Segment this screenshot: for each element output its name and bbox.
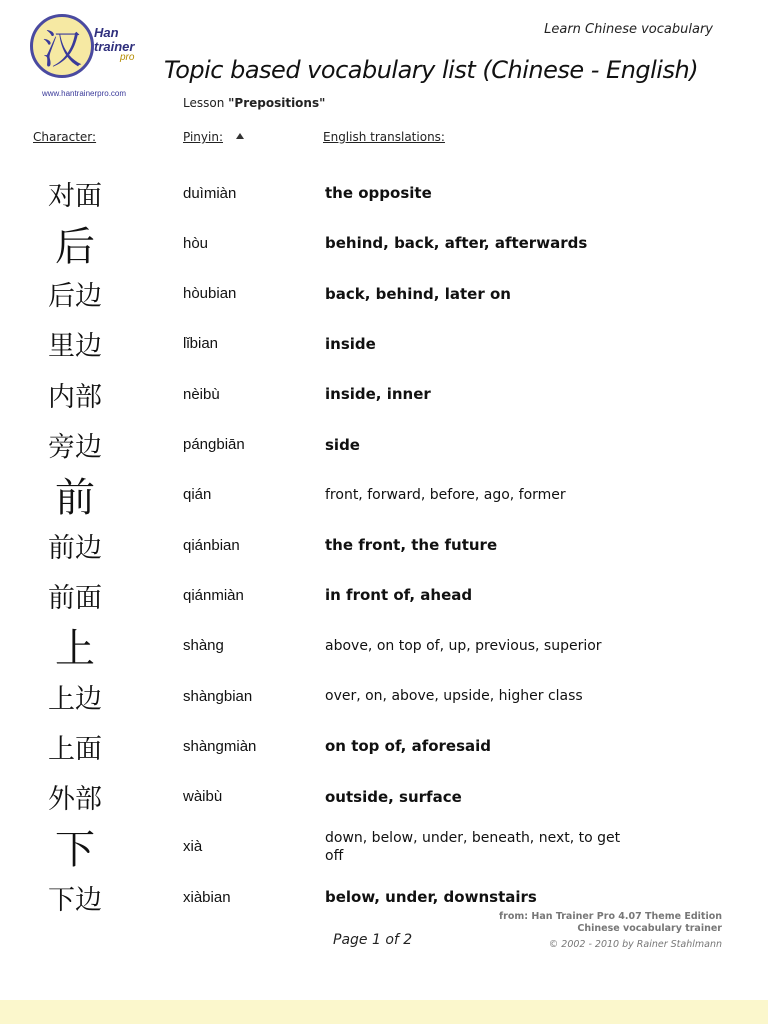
logo-pro-tag: pro bbox=[120, 52, 135, 63]
row-pinyin: xià bbox=[183, 838, 203, 856]
sort-ascending-icon bbox=[236, 133, 244, 139]
row-pinyin: xiàbian bbox=[183, 888, 231, 906]
row-english: on top of, aforesaid bbox=[325, 737, 492, 756]
header-tagline: Learn Chinese vocabulary bbox=[544, 22, 713, 37]
row-english: front, forward, before, ago, former bbox=[325, 486, 566, 503]
row-character: 里边 bbox=[48, 331, 102, 363]
row-pinyin: hòu bbox=[183, 234, 209, 252]
table-row bbox=[0, 319, 768, 369]
page-number: Page 1 of 2 bbox=[333, 932, 413, 948]
lesson-label bbox=[183, 96, 325, 110]
table-row bbox=[0, 470, 768, 520]
row-pinyin: nèibù bbox=[183, 385, 220, 403]
row-character: 下边 bbox=[48, 884, 102, 916]
row-character: 前 bbox=[55, 475, 95, 522]
table-row bbox=[0, 420, 768, 470]
row-english: inside bbox=[325, 334, 376, 353]
row-pinyin: hòubian bbox=[183, 285, 237, 303]
row-english: the opposite bbox=[325, 184, 432, 202]
footer-source-subtitle: Chinese vocabulary trainer bbox=[577, 923, 722, 934]
table-row bbox=[0, 570, 768, 620]
lesson-name: "Prepositions" bbox=[228, 96, 326, 110]
row-english: back, behind, later on bbox=[325, 284, 511, 303]
footer-source: from: Han Trainer Pro 4.07 Theme Edition bbox=[499, 911, 722, 922]
logo-line-trainer: trainer bbox=[94, 39, 135, 54]
bottom-band bbox=[0, 1000, 768, 1024]
column-header-pinyin[interactable]: Pinyin: bbox=[183, 130, 223, 144]
table-row bbox=[0, 721, 768, 771]
document-title: Topic based vocabulary list (Chinese - English) bbox=[164, 56, 699, 84]
row-character: 下 bbox=[55, 827, 95, 874]
row-pinyin: qiánmiàn bbox=[183, 586, 244, 604]
row-english: down, below, under, beneath, next, to get off bbox=[325, 829, 621, 864]
row-english: above, on top of, up, previous, superior bbox=[325, 637, 602, 654]
row-pinyin: lǐbian bbox=[183, 335, 219, 353]
logo-url[interactable]: www.hantrainerpro.com bbox=[42, 89, 127, 98]
row-pinyin: pángbiān bbox=[183, 436, 245, 453]
table-row bbox=[0, 621, 768, 671]
table-row bbox=[0, 218, 768, 268]
row-character: 对面 bbox=[48, 180, 102, 212]
table-row bbox=[0, 269, 768, 319]
row-character: 后边 bbox=[48, 281, 102, 313]
row-english: below, under, downstairs bbox=[325, 888, 537, 907]
row-english: outside, surface bbox=[325, 787, 462, 806]
row-pinyin: qián bbox=[183, 486, 212, 504]
row-english: behind, back, after, afterwards bbox=[325, 234, 588, 253]
row-english: the front, the future bbox=[325, 536, 498, 555]
logo-wordmark bbox=[94, 26, 134, 54]
lesson-prefix: Lesson bbox=[183, 96, 225, 110]
row-english: over, on, above, upside, higher class bbox=[325, 688, 583, 704]
row-pinyin: shàngmiàn bbox=[183, 737, 257, 755]
table-row bbox=[0, 369, 768, 419]
column-header-character[interactable]: Character: bbox=[33, 130, 97, 144]
table-row bbox=[0, 671, 768, 721]
table-row bbox=[0, 520, 768, 570]
table-row bbox=[0, 168, 768, 218]
footer-copyright: © 2002 - 2010 by Rainer Stahlmann bbox=[548, 939, 722, 950]
row-character: 内部 bbox=[48, 381, 102, 413]
row-character: 上面 bbox=[48, 733, 102, 765]
row-pinyin: qiánbian bbox=[183, 536, 240, 554]
row-character: 后 bbox=[55, 223, 95, 270]
logo-character: 汉 bbox=[42, 26, 82, 73]
row-character: 外部 bbox=[48, 784, 102, 816]
column-header-english[interactable]: English translations: bbox=[323, 130, 445, 144]
row-pinyin: wàibù bbox=[183, 788, 223, 806]
row-english: inside, inner bbox=[325, 385, 431, 404]
logo-line-han: Han bbox=[94, 25, 119, 40]
row-english: side bbox=[325, 435, 360, 454]
row-character: 上 bbox=[55, 626, 95, 673]
row-character: 上边 bbox=[48, 683, 102, 715]
row-pinyin: shàngbian bbox=[183, 687, 253, 705]
table-row bbox=[0, 822, 768, 872]
table-row bbox=[0, 772, 768, 822]
row-english: in front of, ahead bbox=[325, 586, 473, 605]
row-pinyin: duìmiàn bbox=[183, 184, 237, 202]
row-character: 前边 bbox=[48, 532, 102, 564]
row-character: 前面 bbox=[48, 582, 102, 614]
row-character: 旁边 bbox=[48, 432, 102, 463]
row-pinyin: shàng bbox=[183, 637, 224, 655]
